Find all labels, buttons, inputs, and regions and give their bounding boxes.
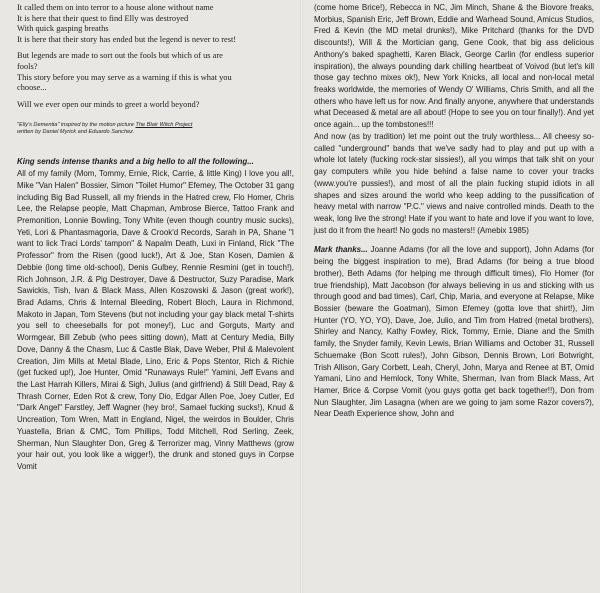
poem-credit <box>17 122 294 136</box>
mark-thanks-body: Joanne Adams (for all the love and support), John Adams (for being the biggest inspiration to me), Brad Adams (for being a true blood brother), Beth Adams (for helping me through difficult times), Flo Homer (for true friendship), Matt Jacobson (for always believing in us and sticking with us through good and bad times), Carl, Chip, Maria, and everyone at Relapse, Mike Bossier (beware the Goatman), Simon Efemey (gotta love that shirt!), Jim Hunter (YO, YO, YO), Dave, Joe, Julio, and Tim from Hatred (metal brothers), Shirley and Nancy, Kathy Fowley, Rick, Tommy, Ernie, Diane and the Smith family, the Snyder family, Kevin Lewis, Brian Williams and October 31, Russell Schuemake (Bon Scott rules!), John Gibson, Dennis Brown, Lori Botwright, Trish Allison, Gary Corbett, Leah, Cheryl, John, Marya and Renee at BT, Omid Yamani, Lino and Hemlock, Tony White, Sherman, Ivan from Black Mass, Art Hamer, Brice & Corpse Vomit (you guys gotta get back together!!), Don from Nun Slaughter, Jim Lasagna (when are we going to jam some Razor covers?), Near Death Experience show, John and <box>314 245 594 419</box>
right-column <box>303 0 600 593</box>
mark-thanks <box>314 244 594 420</box>
credit-film-title: The Blair Witch Project <box>135 122 193 129</box>
poem-line: This story before you may serve as a warning if this is what you <box>17 72 232 82</box>
poem-line: It is here that their quest to find Elly was destroyed <box>17 13 189 23</box>
king-thanks-body: All of my family (Mom, Tommy, Ernie, Rick, Carrie, & little King) I love you all!, Mike "Van Halen" Bossier, Simon "Toilet Humor" Efemey, The October 31 gang including Big Bad Russell, all my friends in the Hatred crew, Flo Homer, Chris Lee, the Relapse people, Matt Chapman, Ambrose Bierce, Tattoo Frank and Premonition, Lonnie Bowling, Tony White (even though country music sucks), Yeti, Lori & Phantasmagoria, Dave & Crook'd Records, Sarah in PA, Shane "I want to lick Traci Lords' tampon" & Napalm Death, Luxi in Finland, Rick "The Professor" from the Risen (good luck!), Art & Joe, Stan Kosen, Damien & Debbie (long time old-school), Denis Gulbey, Rennie Resmini (get in touch!), Rich Johnson, J.R. & Pig Destroyer, Dave & Destructor, Suzy Paradise, Mark Sawickis, Tish, Ivan & Black Mass, Allen Koszowski & Jason (great work!), Brad Adams, Chris & Internal Bleeding, Robert Bloch, Laura in Richmond, Makoto in Japan, Tom Stevens (but not including your gay black metal T-shirts you sell to cheeseballs for pot money!), Luc and Gorguts, Marty and Wormgear, Bill Zebub (who pees sitting down), Matt at Century Media, Billy Dove, Danny & the Chasm, Luc & Castle Blak, Dave Weber, Phil & Malevolent Creation, Jim Mills at Metal Blade, Lino, Eric & Pops Stentor, Rich & Richie (get fucked up!), Joe Hunter, Omid "Runaways Rule!" Yamini, Jeff Evans and the Last Harrah Killers, Mirai & Sigh, Julius (and girlfriend) & Still Dead, Ray & Thrash Corner, Eden Rot & crew, Tony Dio, Edgar Allen Poe, Joey Cutler, Ed "Dark Angel" Farstley, Jeff Wagner (hey bro!, Samael fucking sucks!), Knud & Uncreation, Tom Wren, Matt in England, Nigel, the weirdos in Boulder, Chris Yuastella, Brian & CMC, Tom Phillips, Todd Mitchell, Rod Serling, Zeek, Sherman, Nun Slaughter Don, Greg & Terrorizer mag, Vinny Matthews (grow your hair out, you look like a wigger!), the drunk and stoned guys in Corpse Vomit <box>17 169 294 472</box>
poem-line: But legends are made to sort out the fools but which of us are <box>17 51 223 61</box>
poem-stanza-3 <box>17 100 294 111</box>
poem-stanza-2 <box>17 51 294 93</box>
credit-line-2: written by Daniel Myrick and Eduardo Sanchez. <box>17 129 135 136</box>
king-thanks <box>17 156 294 472</box>
poem-line: It called them on into terror to a house alone without name <box>17 3 214 12</box>
poem <box>17 3 294 110</box>
poem-line: With quick gasping breaths <box>17 24 109 34</box>
worthless-rant: And now (as by tradition) let me point out the truly worthless... All cheesy so-called "underground" bands that we've sadly had to play and put up with a whole lot lately (fucking rock-star sissies!), all you wimps that talk shit on your gay computers while you hide behind a false name to cover your tracks (www.you're pussies!), and most of all the plain fucking stupid idiots in all shapes and sizes around the world who keep adding to the pussification of heavy metal with narrow "P.C." views and naive controlled minds. Death to the weak, long live the strong! Hate if you want to hate and love if you want to love, just do it from the heart! No gods no masters!! (Amebix 1985) <box>314 131 594 235</box>
mark-thanks-heading: Mark thanks... <box>314 245 368 255</box>
credit-prefix: "Elly's Dementia" inspired by the motion picture <box>17 122 136 129</box>
king-thanks-heading: King sends intense thanks and a big hello to all the following... <box>17 157 254 167</box>
king-thanks-continued: (come home Brice!), Rebecca in NC, Jim Minch, Shane & the Biovore freaks, Morbius, Spanish Eric, Jeff Brown, Eddie and Warhead Sound, Amicus Studios, Fred & Kevin (the MD metal drunks!), Mike Pritchard (thanks for the DVD discounts!), Will & the Mortician gang, Gene Cook, that big ass delicious Anthony's baked spaghetti, Karen Black, George Carlin (for endless superior inspiration), the always pounding dark chilling heartbeat of Voivod (but let's kill those gay techno mixes ok!), New York Knicks, all local and non-local metal freaks worldwide, the memories of Wendy O' Williams, Chris Smith, and all the others who have left us for now. And finally anyone, anywhere that understands what Deceased & metal are all about! (Hope to see you on tour finally!). And yet once again... up the tombstones!!! <box>314 3 594 130</box>
poem-stanza-1 <box>17 3 294 45</box>
poem-line: It is here that their story has ended but the legend is never to rest! <box>17 34 237 44</box>
credit-line-1 <box>17 122 294 129</box>
poem-line: fools? <box>17 61 38 71</box>
poem-line: Will we ever open our minds to greet a world beyond? <box>17 99 200 109</box>
poem-line: choose... <box>17 83 47 93</box>
